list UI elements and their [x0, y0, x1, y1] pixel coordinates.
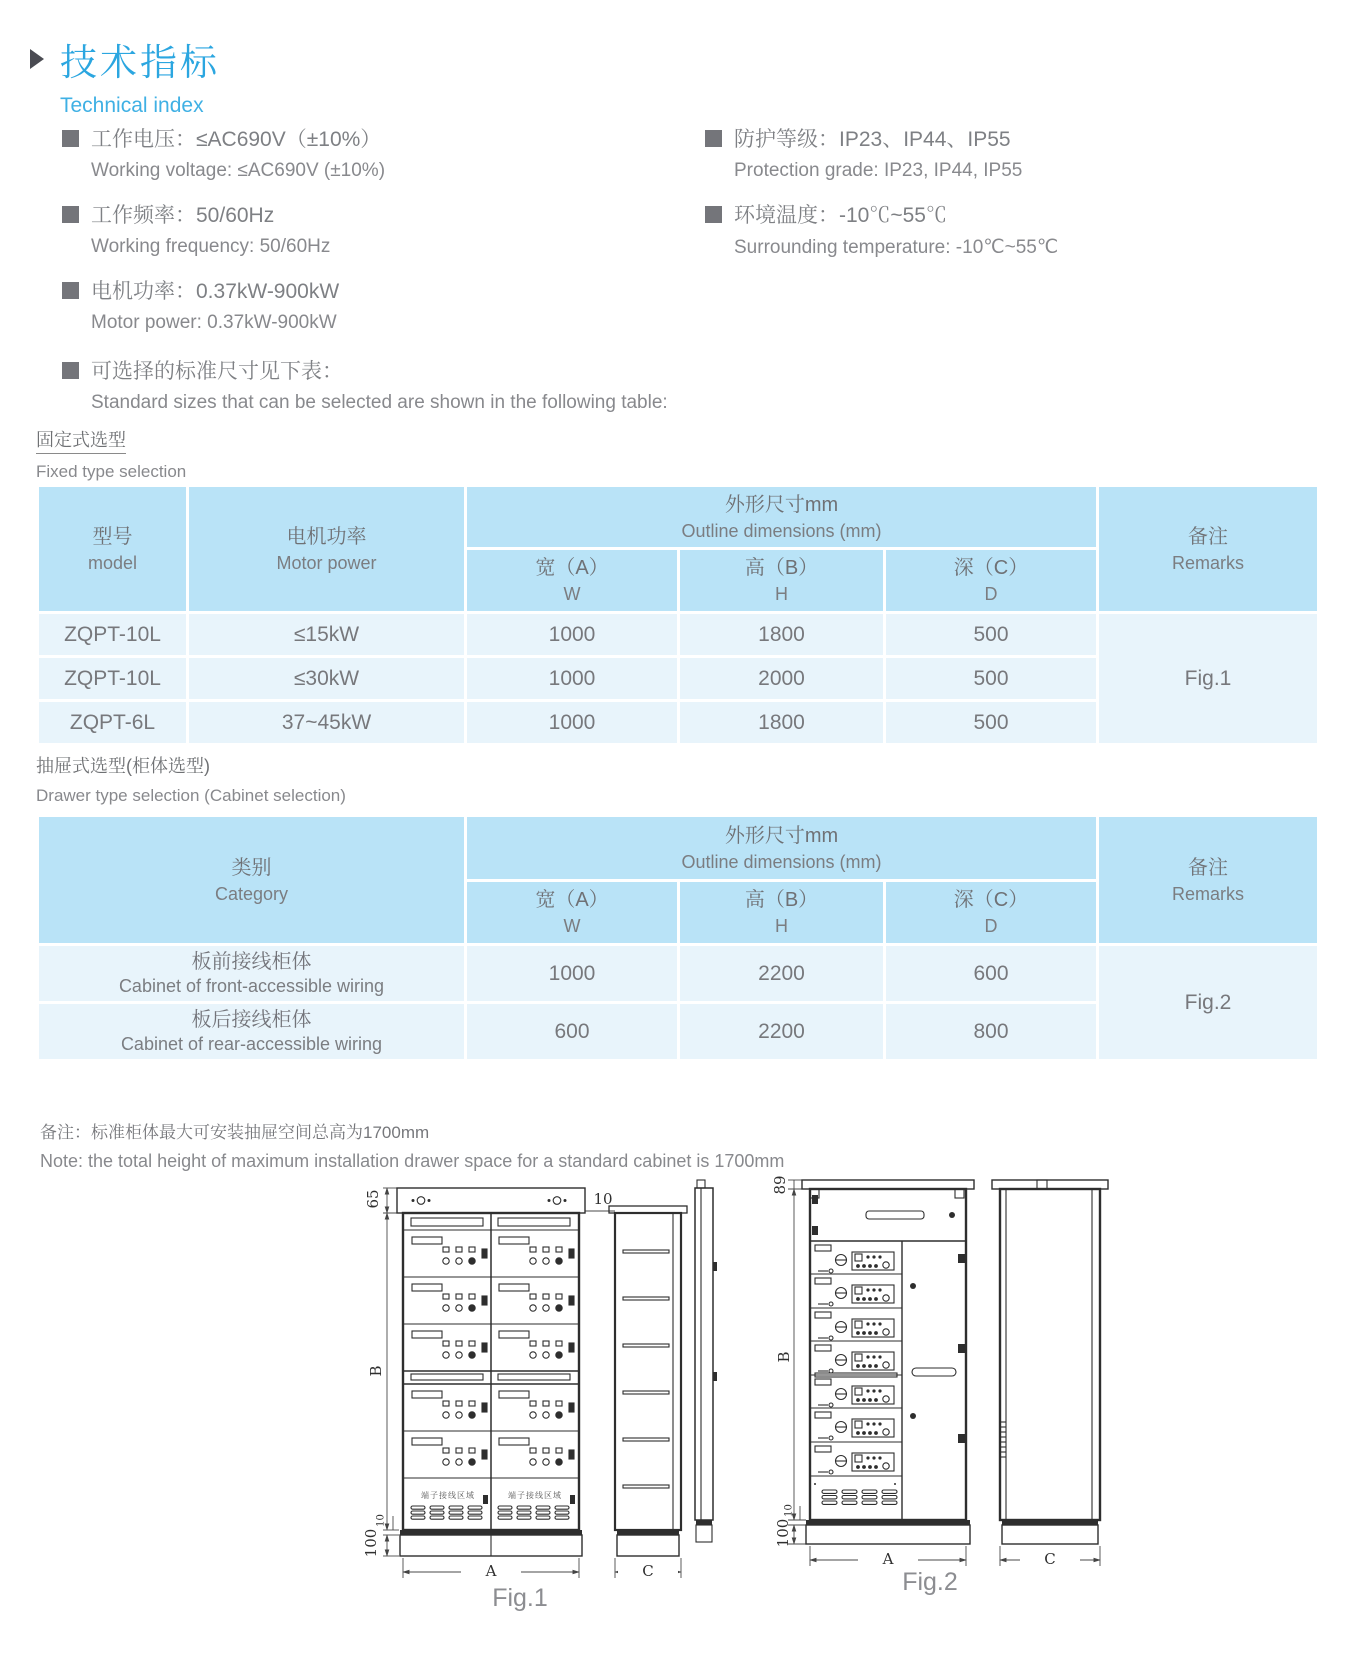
spec-working-voltage — [62, 122, 1322, 186]
cell-depth: 500 — [885, 613, 1098, 657]
spec-column-left — [62, 122, 1322, 418]
figure-1 — [335, 1138, 695, 1618]
header-width-en: W — [563, 584, 581, 604]
drawer-section-label — [36, 752, 346, 806]
header-dims-zh: 外形尺寸mm — [724, 824, 839, 847]
header-dims-en: Outline dimensions (mm) — [681, 851, 882, 872]
header-power-en: Motor power — [276, 552, 377, 573]
header-model-zh: 型号 — [92, 525, 133, 548]
bullet-square-icon — [62, 130, 79, 147]
header-category-en: Category — [214, 883, 289, 904]
spec-motor-power — [62, 274, 1322, 338]
spec-zh-text: 工作频率：50/60Hz — [91, 204, 275, 227]
cell-depth: 500 — [885, 701, 1098, 745]
section-label-en: Drawer type selection (Cabinet selection) — [36, 786, 346, 805]
cell-category — [38, 1003, 466, 1061]
spec-zh-text: 工作电压：≤AC690V（±10%） — [91, 128, 382, 151]
header-width — [466, 549, 679, 613]
cell-model: ZQPT-6L — [38, 701, 188, 745]
bullet-square-icon — [62, 282, 79, 299]
spec-zh-text: 防护等级：IP23、IP44、IP55 — [734, 128, 1011, 151]
header-depth-zh: 深（C） — [953, 557, 1029, 579]
header-category — [38, 816, 466, 945]
fig2-dim-vent: 10 — [783, 1504, 795, 1517]
figure-2 — [685, 1092, 1115, 1602]
spec-standard-sizes — [62, 354, 1322, 418]
cell-width: 1000 — [466, 701, 679, 745]
cell-height: 2200 — [679, 945, 885, 1003]
spec-en-text: Working frequency: 50/60Hz — [91, 236, 331, 257]
spec-protection-grade — [705, 122, 1058, 186]
header-remarks-en: Remarks — [1171, 883, 1244, 904]
cell-width: 1000 — [466, 945, 679, 1003]
cell-remark: Fig.1 — [1098, 613, 1319, 745]
spec-surrounding-temperature — [705, 198, 1058, 262]
cell-model: ZQPT-10L — [38, 613, 188, 657]
fig1-dim-vent: 10 — [375, 1514, 387, 1527]
spec-en-text: Working voltage: ≤AC690V (±10%) — [91, 160, 386, 181]
spec-working-frequency — [62, 198, 1322, 262]
spec-en-text: Surrounding temperature: -10℃~55℃ — [734, 237, 1059, 258]
cell-category-zh: 板后接线柜体 — [191, 1009, 312, 1031]
fig1-dim-width: A — [461, 1564, 521, 1579]
fig1-caption: Fig.1 — [492, 1584, 548, 1612]
fig1-dim-cap-lip: 10 — [593, 1190, 613, 1208]
section-label-zh: 抽屉式选型(柜体选型) — [36, 756, 210, 776]
fig2-dim-body-height: B — [775, 1351, 793, 1363]
fig1-terminal-area-label: 端子接线区域 — [508, 1491, 562, 1500]
header-depth — [885, 549, 1098, 613]
header-width-zh: 宽（A） — [535, 889, 609, 911]
page-header — [30, 32, 220, 118]
spec-en-text: Standard sizes that can be selected are shown in the following table: — [91, 392, 668, 413]
bullet-square-icon — [705, 130, 722, 147]
fig1-drawing — [335, 1138, 695, 1618]
cell-height: 1800 — [679, 613, 885, 657]
header-height — [679, 549, 885, 613]
fig1-dim-body-height: B — [367, 1365, 385, 1377]
cell-category — [38, 945, 466, 1003]
fig2-front-view — [802, 1180, 974, 1544]
header-width-zh: 宽（A） — [535, 557, 609, 579]
section-label-zh: 固定式选型 — [36, 426, 126, 454]
cell-remark: Fig.2 — [1098, 945, 1319, 1061]
fig1-dim-cap-height: 65 — [364, 1189, 382, 1209]
header-depth-en: D — [984, 584, 998, 604]
section-arrow-icon — [30, 49, 44, 69]
spec-column-right — [705, 122, 1058, 274]
page-subtitle: Technical index — [60, 94, 204, 117]
table-row — [38, 613, 1319, 657]
header-dims-en: Outline dimensions (mm) — [681, 520, 882, 541]
header-motor-power — [188, 486, 466, 613]
header-width — [466, 881, 679, 945]
table-header-row — [38, 816, 1319, 881]
cell-category-en: Cabinet of rear-accessible wiring — [120, 1034, 383, 1054]
cell-power: 37~45kW — [188, 701, 466, 745]
spec-list — [62, 122, 1322, 430]
cell-height: 2000 — [679, 657, 885, 701]
cell-model: ZQPT-10L — [38, 657, 188, 701]
footnote-zh: 备注：标准柜体最大可安装抽屉空间总高为1700mm — [40, 1123, 430, 1142]
drawer-type-table — [36, 814, 1320, 1062]
fig2-caption: Fig.2 — [902, 1568, 958, 1596]
fig2-partial-side-view — [695, 1180, 717, 1542]
footnote-en: Note: the total height of maximum installation drawer space for a standard cabinet is 1700mm — [40, 1151, 785, 1171]
cell-height: 2200 — [679, 1003, 885, 1061]
bullet-square-icon — [62, 362, 79, 379]
header-remarks-en: Remarks — [1171, 552, 1244, 573]
spec-zh-text: 环境温度：-10℃~55℃ — [734, 204, 947, 227]
header-height-en: H — [775, 584, 788, 604]
table-row — [38, 945, 1319, 1003]
spec-en-text: Motor power: 0.37kW-900kW — [91, 312, 337, 333]
fixed-type-table — [36, 484, 1320, 746]
spec-zh-text: 电机功率：0.37kW-900kW — [91, 280, 340, 303]
header-width-en: W — [563, 916, 581, 936]
header-model — [38, 486, 188, 613]
cell-depth: 800 — [885, 1003, 1098, 1061]
header-category-zh: 类别 — [231, 856, 272, 879]
header-remarks-zh: 备注 — [1188, 856, 1228, 879]
header-outline-dimensions — [466, 486, 1098, 549]
fig1-terminal-area-label: 端子接线区域 — [421, 1491, 475, 1500]
cell-depth: 500 — [885, 657, 1098, 701]
fig2-drawing — [685, 1092, 1115, 1602]
cell-height: 1800 — [679, 701, 885, 745]
fig2-dim-cap-height: 89 — [771, 1175, 789, 1195]
cell-power: ≤15kW — [188, 613, 466, 657]
header-depth — [885, 881, 1098, 945]
cell-power: ≤30kW — [188, 657, 466, 701]
fig2-dim-depth: C — [1020, 1552, 1080, 1567]
header-remarks — [1098, 816, 1319, 945]
fig1-dim-base-height: 100 — [362, 1528, 380, 1558]
fig1-side-view — [609, 1206, 687, 1556]
fig2-dim-width: A — [858, 1552, 918, 1567]
header-remarks-zh: 备注 — [1188, 525, 1228, 548]
header-height — [679, 881, 885, 945]
fig2-side-view — [992, 1180, 1108, 1544]
header-model-en: model — [87, 552, 138, 573]
header-depth-en: D — [984, 916, 998, 936]
fig1-dim-depth: C — [618, 1564, 678, 1579]
header-remarks — [1098, 486, 1319, 613]
fig2-dim-base-height: 100 — [774, 1518, 792, 1548]
spec-en-text: Protection grade: IP23, IP44, IP55 — [734, 160, 1023, 181]
spec-zh-text: 可选择的标准尺寸见下表： — [91, 360, 343, 383]
page-title: 技术指标 — [60, 42, 220, 83]
header-height-en: H — [775, 916, 788, 936]
cell-category-zh: 板前接线柜体 — [191, 951, 312, 973]
bullet-square-icon — [62, 206, 79, 223]
header-dims-zh: 外形尺寸mm — [724, 493, 839, 516]
cell-width: 600 — [466, 1003, 679, 1061]
header-height-zh: 高（B） — [744, 557, 819, 579]
header-power-zh: 电机功率 — [286, 525, 367, 548]
header-height-zh: 高（B） — [744, 889, 819, 911]
section-label-en: Fixed type selection — [36, 462, 187, 481]
cell-width: 1000 — [466, 613, 679, 657]
bullet-square-icon — [705, 206, 722, 223]
cell-category-en: Cabinet of front-accessible wiring — [118, 976, 385, 996]
cell-width: 1000 — [466, 657, 679, 701]
header-depth-zh: 深（C） — [953, 889, 1029, 911]
table-header-row — [38, 486, 1319, 549]
cell-depth: 600 — [885, 945, 1098, 1003]
header-outline-dimensions — [466, 816, 1098, 881]
fixed-section-label — [36, 426, 186, 482]
